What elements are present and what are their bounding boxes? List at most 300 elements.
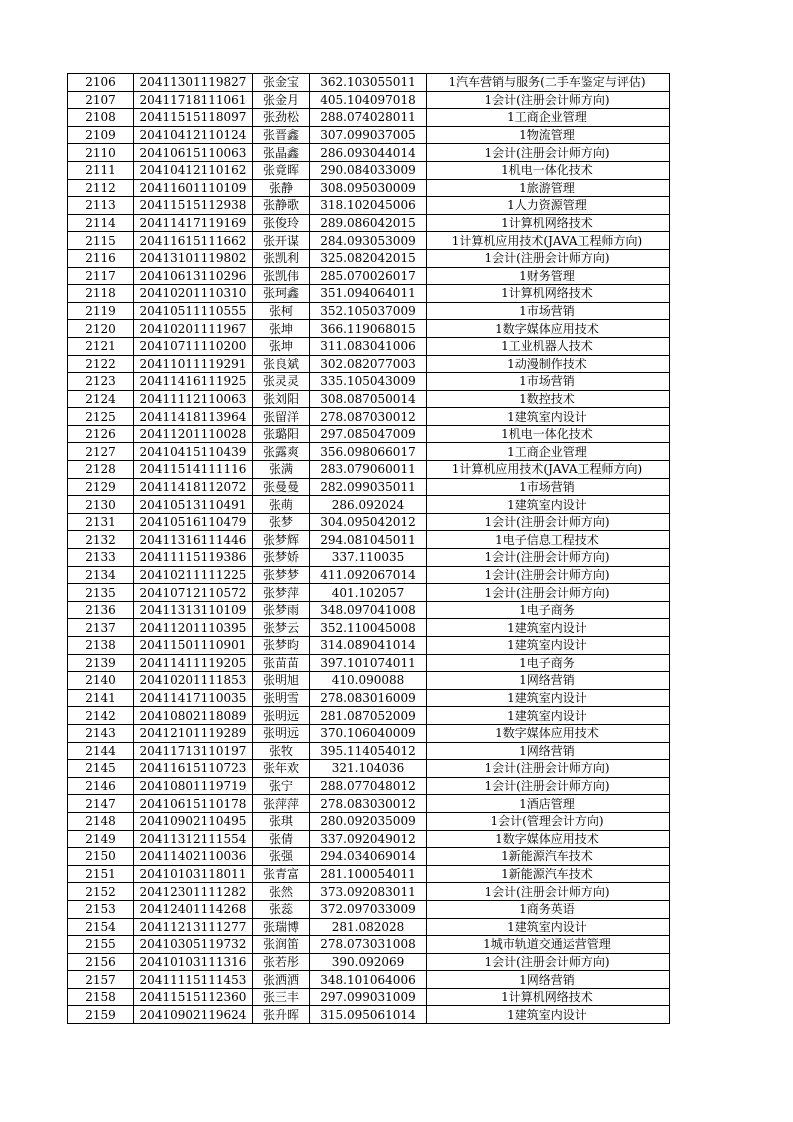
major-cell: 1会计(注册会计师方向): [427, 249, 670, 267]
major-cell: 1会计(注册会计师方向): [427, 883, 670, 901]
name-cell: 张苗苗: [253, 654, 310, 672]
score-cell: 288.074028011: [310, 109, 427, 127]
table-row: [68, 760, 670, 778]
table-row: [68, 109, 670, 127]
name-cell: 张年欢: [253, 760, 310, 778]
score-cell: 405.104097018: [310, 91, 427, 109]
row-number-cell: 2118: [68, 285, 134, 303]
candidate-id-cell: 20411515118097: [134, 109, 253, 127]
candidate-id-cell: 20410513110491: [134, 496, 253, 514]
score-cell: 307.099037005: [310, 126, 427, 144]
candidate-id-cell: 20411213111277: [134, 918, 253, 936]
name-cell: 张静歌: [253, 197, 310, 215]
candidate-id-cell: 20410613110296: [134, 267, 253, 285]
row-number-cell: 2110: [68, 144, 134, 162]
candidate-id-cell: 20410902110495: [134, 812, 253, 830]
name-cell: 张俊玲: [253, 214, 310, 232]
row-number-cell: 2116: [68, 249, 134, 267]
score-cell: 294.081045011: [310, 531, 427, 549]
major-cell: 1建筑室内设计: [427, 689, 670, 707]
major-cell: 1计算机应用技术(JAVA工程师方向): [427, 232, 670, 250]
name-cell: 张凯伟: [253, 267, 310, 285]
candidate-id-cell: 20410615110063: [134, 144, 253, 162]
score-cell: 325.082042015: [310, 249, 427, 267]
row-number-cell: 2128: [68, 461, 134, 479]
candidate-id-cell: 20410211111225: [134, 566, 253, 584]
candidate-id-cell: 20411112110063: [134, 390, 253, 408]
candidate-id-cell: 20411312111554: [134, 830, 253, 848]
name-cell: 张坤: [253, 320, 310, 338]
major-cell: 1会计(注册会计师方向): [427, 549, 670, 567]
name-cell: 张坤: [253, 337, 310, 355]
candidate-id-cell: 20411201110028: [134, 425, 253, 443]
candidate-id-cell: 20412401114268: [134, 900, 253, 918]
name-cell: 张然: [253, 883, 310, 901]
table-row: [68, 672, 670, 690]
table-row: [68, 742, 670, 760]
row-number-cell: 2152: [68, 883, 134, 901]
row-number-cell: 2141: [68, 689, 134, 707]
row-number-cell: 2158: [68, 988, 134, 1006]
name-cell: 张倩: [253, 830, 310, 848]
table-row: [68, 443, 670, 461]
major-cell: 1动漫制作技术: [427, 355, 670, 373]
table-row: [68, 249, 670, 267]
candidate-id-cell: 20410902119624: [134, 1006, 253, 1024]
candidate-id-cell: 20410801119719: [134, 777, 253, 795]
table-row: [68, 478, 670, 496]
table-row: [68, 285, 670, 303]
row-number-cell: 2159: [68, 1006, 134, 1024]
table-row: [68, 408, 670, 426]
row-number-cell: 2108: [68, 109, 134, 127]
candidate-id-cell: 20410201110310: [134, 285, 253, 303]
score-cell: 283.079060011: [310, 461, 427, 479]
name-cell: 张萌: [253, 496, 310, 514]
score-cell: 278.083030012: [310, 795, 427, 813]
name-cell: 张洒洒: [253, 971, 310, 989]
score-cell: 390.092069: [310, 953, 427, 971]
table-row: [68, 584, 670, 602]
name-cell: 张良斌: [253, 355, 310, 373]
row-number-cell: 2137: [68, 619, 134, 637]
table-row: [68, 865, 670, 883]
candidate-id-cell: 20411713110197: [134, 742, 253, 760]
candidate-id-cell: 20411011119291: [134, 355, 253, 373]
candidate-id-cell: 20411313110109: [134, 601, 253, 619]
table-row: [68, 161, 670, 179]
major-cell: 1计算机网络技术: [427, 285, 670, 303]
name-cell: 张开谋: [253, 232, 310, 250]
row-number-cell: 2136: [68, 601, 134, 619]
table-row: [68, 179, 670, 197]
major-cell: 1机电一体化技术: [427, 425, 670, 443]
row-number-cell: 2144: [68, 742, 134, 760]
candidate-id-cell: 20411501110901: [134, 637, 253, 655]
table-row: [68, 320, 670, 338]
row-number-cell: 2153: [68, 900, 134, 918]
name-cell: 张琪: [253, 812, 310, 830]
major-cell: 1财务管理: [427, 267, 670, 285]
score-cell: 286.093044014: [310, 144, 427, 162]
name-cell: 张柯: [253, 302, 310, 320]
table-row: [68, 144, 670, 162]
table-row: [68, 355, 670, 373]
major-cell: 1网络营销: [427, 672, 670, 690]
major-cell: 1市场营销: [427, 478, 670, 496]
major-cell: 1电子信息工程技术: [427, 531, 670, 549]
row-number-cell: 2156: [68, 953, 134, 971]
major-cell: 1建筑室内设计: [427, 637, 670, 655]
score-cell: 286.092024: [310, 496, 427, 514]
candidate-id-cell: 20411115119386: [134, 549, 253, 567]
score-cell: 351.094064011: [310, 285, 427, 303]
name-cell: 张梦梦: [253, 566, 310, 584]
admission-list-table: [67, 73, 670, 1024]
row-number-cell: 2119: [68, 302, 134, 320]
table-row: [68, 848, 670, 866]
name-cell: 张明雪: [253, 689, 310, 707]
row-number-cell: 2138: [68, 637, 134, 655]
score-cell: 411.092067014: [310, 566, 427, 584]
score-cell: 294.034069014: [310, 848, 427, 866]
row-number-cell: 2131: [68, 513, 134, 531]
row-number-cell: 2146: [68, 777, 134, 795]
major-cell: 1城市轨道交通运营管理: [427, 936, 670, 954]
name-cell: 张宁: [253, 777, 310, 795]
name-cell: 张金月: [253, 91, 310, 109]
table-row: [68, 496, 670, 514]
table-row: [68, 1006, 670, 1024]
table-row: [68, 566, 670, 584]
major-cell: 1会计(注册会计师方向): [427, 777, 670, 795]
major-cell: 1会计(注册会计师方向): [427, 953, 670, 971]
score-cell: 282.099035011: [310, 478, 427, 496]
row-number-cell: 2122: [68, 355, 134, 373]
row-number-cell: 2143: [68, 724, 134, 742]
table-row: [68, 601, 670, 619]
score-cell: 372.097033009: [310, 900, 427, 918]
table-row: [68, 619, 670, 637]
name-cell: 张瑞博: [253, 918, 310, 936]
candidate-id-cell: 20410802118089: [134, 707, 253, 725]
table-row: [68, 91, 670, 109]
row-number-cell: 2124: [68, 390, 134, 408]
table-row: [68, 74, 670, 92]
row-number-cell: 2147: [68, 795, 134, 813]
score-cell: 314.089041014: [310, 637, 427, 655]
row-number-cell: 2140: [68, 672, 134, 690]
row-number-cell: 2150: [68, 848, 134, 866]
name-cell: 张蕊: [253, 900, 310, 918]
major-cell: 1会计(注册会计师方向): [427, 144, 670, 162]
candidate-id-cell: 20410615110178: [134, 795, 253, 813]
candidate-id-cell: 20410511110555: [134, 302, 253, 320]
row-number-cell: 2120: [68, 320, 134, 338]
score-cell: 335.105043009: [310, 373, 427, 391]
major-cell: 1工商企业管理: [427, 109, 670, 127]
row-number-cell: 2135: [68, 584, 134, 602]
row-number-cell: 2142: [68, 707, 134, 725]
candidate-id-cell: 20410711110200: [134, 337, 253, 355]
candidate-id-cell: 20411718111061: [134, 91, 253, 109]
row-number-cell: 2134: [68, 566, 134, 584]
row-number-cell: 2117: [68, 267, 134, 285]
row-number-cell: 2126: [68, 425, 134, 443]
name-cell: 张明远: [253, 724, 310, 742]
major-cell: 1物流管理: [427, 126, 670, 144]
candidate-id-cell: 20410412110162: [134, 161, 253, 179]
name-cell: 张明远: [253, 707, 310, 725]
candidate-id-cell: 20411515112938: [134, 197, 253, 215]
candidate-id-cell: 20410103118011: [134, 865, 253, 883]
score-cell: 297.085047009: [310, 425, 427, 443]
name-cell: 张曼曼: [253, 478, 310, 496]
major-cell: 1人力资源管理: [427, 197, 670, 215]
major-cell: 1汽车营销与服务(二手车鉴定与评估): [427, 74, 670, 92]
major-cell: 1建筑室内设计: [427, 408, 670, 426]
candidate-id-cell: 20410103111316: [134, 953, 253, 971]
score-cell: 366.119068015: [310, 320, 427, 338]
row-number-cell: 2109: [68, 126, 134, 144]
table-row: [68, 337, 670, 355]
name-cell: 张竟晖: [253, 161, 310, 179]
name-cell: 张留洋: [253, 408, 310, 426]
name-cell: 张灵灵: [253, 373, 310, 391]
major-cell: 1数字媒体应用技术: [427, 724, 670, 742]
score-cell: 397.101074011: [310, 654, 427, 672]
candidate-id-cell: 20413101119802: [134, 249, 253, 267]
score-cell: 302.082077003: [310, 355, 427, 373]
table-row: [68, 777, 670, 795]
name-cell: 张三丰: [253, 988, 310, 1006]
major-cell: 1计算机应用技术(JAVA工程师方向): [427, 461, 670, 479]
candidate-id-cell: 20410712110572: [134, 584, 253, 602]
name-cell: 张璐阳: [253, 425, 310, 443]
row-number-cell: 2123: [68, 373, 134, 391]
major-cell: 1机电一体化技术: [427, 161, 670, 179]
major-cell: 1数字媒体应用技术: [427, 830, 670, 848]
table-row: [68, 900, 670, 918]
table-row: [68, 373, 670, 391]
table-row: [68, 795, 670, 813]
table-row: [68, 812, 670, 830]
major-cell: 1会计(注册会计师方向): [427, 566, 670, 584]
row-number-cell: 2130: [68, 496, 134, 514]
table-row: [68, 390, 670, 408]
major-cell: 1新能源汽车技术: [427, 865, 670, 883]
table-row: [68, 953, 670, 971]
major-cell: 1市场营销: [427, 302, 670, 320]
major-cell: 1数字媒体应用技术: [427, 320, 670, 338]
score-cell: 280.092035009: [310, 812, 427, 830]
table-row: [68, 531, 670, 549]
name-cell: 张珂鑫: [253, 285, 310, 303]
name-cell: 张晋鑫: [253, 126, 310, 144]
table-row: [68, 918, 670, 936]
score-cell: 362.103055011: [310, 74, 427, 92]
table-row: [68, 197, 670, 215]
major-cell: 1市场营销: [427, 373, 670, 391]
row-number-cell: 2125: [68, 408, 134, 426]
score-cell: 321.104036: [310, 760, 427, 778]
row-number-cell: 2154: [68, 918, 134, 936]
major-cell: 1会计(注册会计师方向): [427, 584, 670, 602]
candidate-id-cell: 20410201111853: [134, 672, 253, 690]
major-cell: 1网络营销: [427, 971, 670, 989]
table-row: [68, 513, 670, 531]
score-cell: 281.082028: [310, 918, 427, 936]
candidate-id-cell: 20411402110036: [134, 848, 253, 866]
name-cell: 张梦娇: [253, 549, 310, 567]
major-cell: 1电子商务: [427, 654, 670, 672]
table-row: [68, 707, 670, 725]
table-row: [68, 461, 670, 479]
score-cell: 308.095030009: [310, 179, 427, 197]
candidate-id-cell: 20411615110723: [134, 760, 253, 778]
name-cell: 张梦雨: [253, 601, 310, 619]
score-cell: 410.090088: [310, 672, 427, 690]
major-cell: 1电子商务: [427, 601, 670, 619]
score-cell: 289.086042015: [310, 214, 427, 232]
name-cell: 张静: [253, 179, 310, 197]
score-cell: 395.114054012: [310, 742, 427, 760]
score-cell: 290.084033009: [310, 161, 427, 179]
score-cell: 281.100054011: [310, 865, 427, 883]
table-row: [68, 988, 670, 1006]
score-cell: 304.095042012: [310, 513, 427, 531]
table-row: [68, 971, 670, 989]
score-cell: 373.092083011: [310, 883, 427, 901]
candidate-id-cell: 20411515112360: [134, 988, 253, 1006]
name-cell: 张凯利: [253, 249, 310, 267]
candidate-id-cell: 20411615111662: [134, 232, 253, 250]
table-row: [68, 214, 670, 232]
name-cell: 张强: [253, 848, 310, 866]
row-number-cell: 2127: [68, 443, 134, 461]
row-number-cell: 2112: [68, 179, 134, 197]
row-number-cell: 2157: [68, 971, 134, 989]
score-cell: 356.098066017: [310, 443, 427, 461]
major-cell: 1计算机网络技术: [427, 214, 670, 232]
major-cell: 1建筑室内设计: [427, 496, 670, 514]
major-cell: 1会计(注册会计师方向): [427, 513, 670, 531]
row-number-cell: 2133: [68, 549, 134, 567]
score-cell: 401.102057: [310, 584, 427, 602]
major-cell: 1工商企业管理: [427, 443, 670, 461]
candidate-id-cell: 20411316111446: [134, 531, 253, 549]
name-cell: 张若彤: [253, 953, 310, 971]
table-row: [68, 302, 670, 320]
candidate-id-cell: 20411417110035: [134, 689, 253, 707]
name-cell: 张梦: [253, 513, 310, 531]
name-cell: 张晶鑫: [253, 144, 310, 162]
score-cell: 278.073031008: [310, 936, 427, 954]
row-number-cell: 2129: [68, 478, 134, 496]
score-cell: 348.097041008: [310, 601, 427, 619]
major-cell: 1建筑室内设计: [427, 707, 670, 725]
score-cell: 285.070026017: [310, 267, 427, 285]
name-cell: 张梦辉: [253, 531, 310, 549]
name-cell: 张露爽: [253, 443, 310, 461]
score-cell: 278.087030012: [310, 408, 427, 426]
major-cell: 1会计(注册会计师方向): [427, 760, 670, 778]
score-cell: 315.095061014: [310, 1006, 427, 1024]
table-row: [68, 232, 670, 250]
candidate-id-cell: 20411418113964: [134, 408, 253, 426]
major-cell: 1建筑室内设计: [427, 619, 670, 637]
candidate-id-cell: 20410305119732: [134, 936, 253, 954]
score-cell: 278.083016009: [310, 689, 427, 707]
score-cell: 284.093053009: [310, 232, 427, 250]
row-number-cell: 2148: [68, 812, 134, 830]
major-cell: 1网络营销: [427, 742, 670, 760]
name-cell: 张满: [253, 461, 310, 479]
score-cell: 370.106040009: [310, 724, 427, 742]
score-cell: 311.083041006: [310, 337, 427, 355]
table-row: [68, 936, 670, 954]
name-cell: 张劲松: [253, 109, 310, 127]
major-cell: 1建筑室内设计: [427, 918, 670, 936]
row-number-cell: 2151: [68, 865, 134, 883]
row-number-cell: 2113: [68, 197, 134, 215]
row-number-cell: 2121: [68, 337, 134, 355]
score-cell: 308.087050014: [310, 390, 427, 408]
candidate-id-cell: 20412301111282: [134, 883, 253, 901]
candidate-id-cell: 20411301119827: [134, 74, 253, 92]
score-cell: 281.087052009: [310, 707, 427, 725]
candidate-id-cell: 20411418112072: [134, 478, 253, 496]
major-cell: 1会计(管理会计方向): [427, 812, 670, 830]
candidate-id-cell: 20410516110479: [134, 513, 253, 531]
name-cell: 张梦云: [253, 619, 310, 637]
score-cell: 352.105037009: [310, 302, 427, 320]
table-row: [68, 689, 670, 707]
row-number-cell: 2132: [68, 531, 134, 549]
table-row: [68, 830, 670, 848]
major-cell: 1建筑室内设计: [427, 1006, 670, 1024]
candidate-id-cell: 20411417119169: [134, 214, 253, 232]
score-cell: 288.077048012: [310, 777, 427, 795]
major-cell: 1商务英语: [427, 900, 670, 918]
table-row: [68, 883, 670, 901]
name-cell: 张青富: [253, 865, 310, 883]
score-cell: 337.092049012: [310, 830, 427, 848]
major-cell: 1工业机器人技术: [427, 337, 670, 355]
major-cell: 1会计(注册会计师方向): [427, 91, 670, 109]
row-number-cell: 2114: [68, 214, 134, 232]
candidate-id-cell: 20411115111453: [134, 971, 253, 989]
candidate-id-cell: 20411201110395: [134, 619, 253, 637]
candidate-id-cell: 20410415110439: [134, 443, 253, 461]
candidate-id-cell: 20410412110124: [134, 126, 253, 144]
score-cell: 318.102045006: [310, 197, 427, 215]
name-cell: 张明旭: [253, 672, 310, 690]
row-number-cell: 2139: [68, 654, 134, 672]
row-number-cell: 2107: [68, 91, 134, 109]
score-cell: 352.110045008: [310, 619, 427, 637]
score-cell: 297.099031009: [310, 988, 427, 1006]
name-cell: 张萍萍: [253, 795, 310, 813]
candidate-id-cell: 20411411119205: [134, 654, 253, 672]
major-cell: 1新能源汽车技术: [427, 848, 670, 866]
candidate-id-cell: 20411601110109: [134, 179, 253, 197]
table-row: [68, 267, 670, 285]
candidate-id-cell: 20411514111116: [134, 461, 253, 479]
score-cell: 348.101064006: [310, 971, 427, 989]
row-number-cell: 2155: [68, 936, 134, 954]
table-row: [68, 637, 670, 655]
